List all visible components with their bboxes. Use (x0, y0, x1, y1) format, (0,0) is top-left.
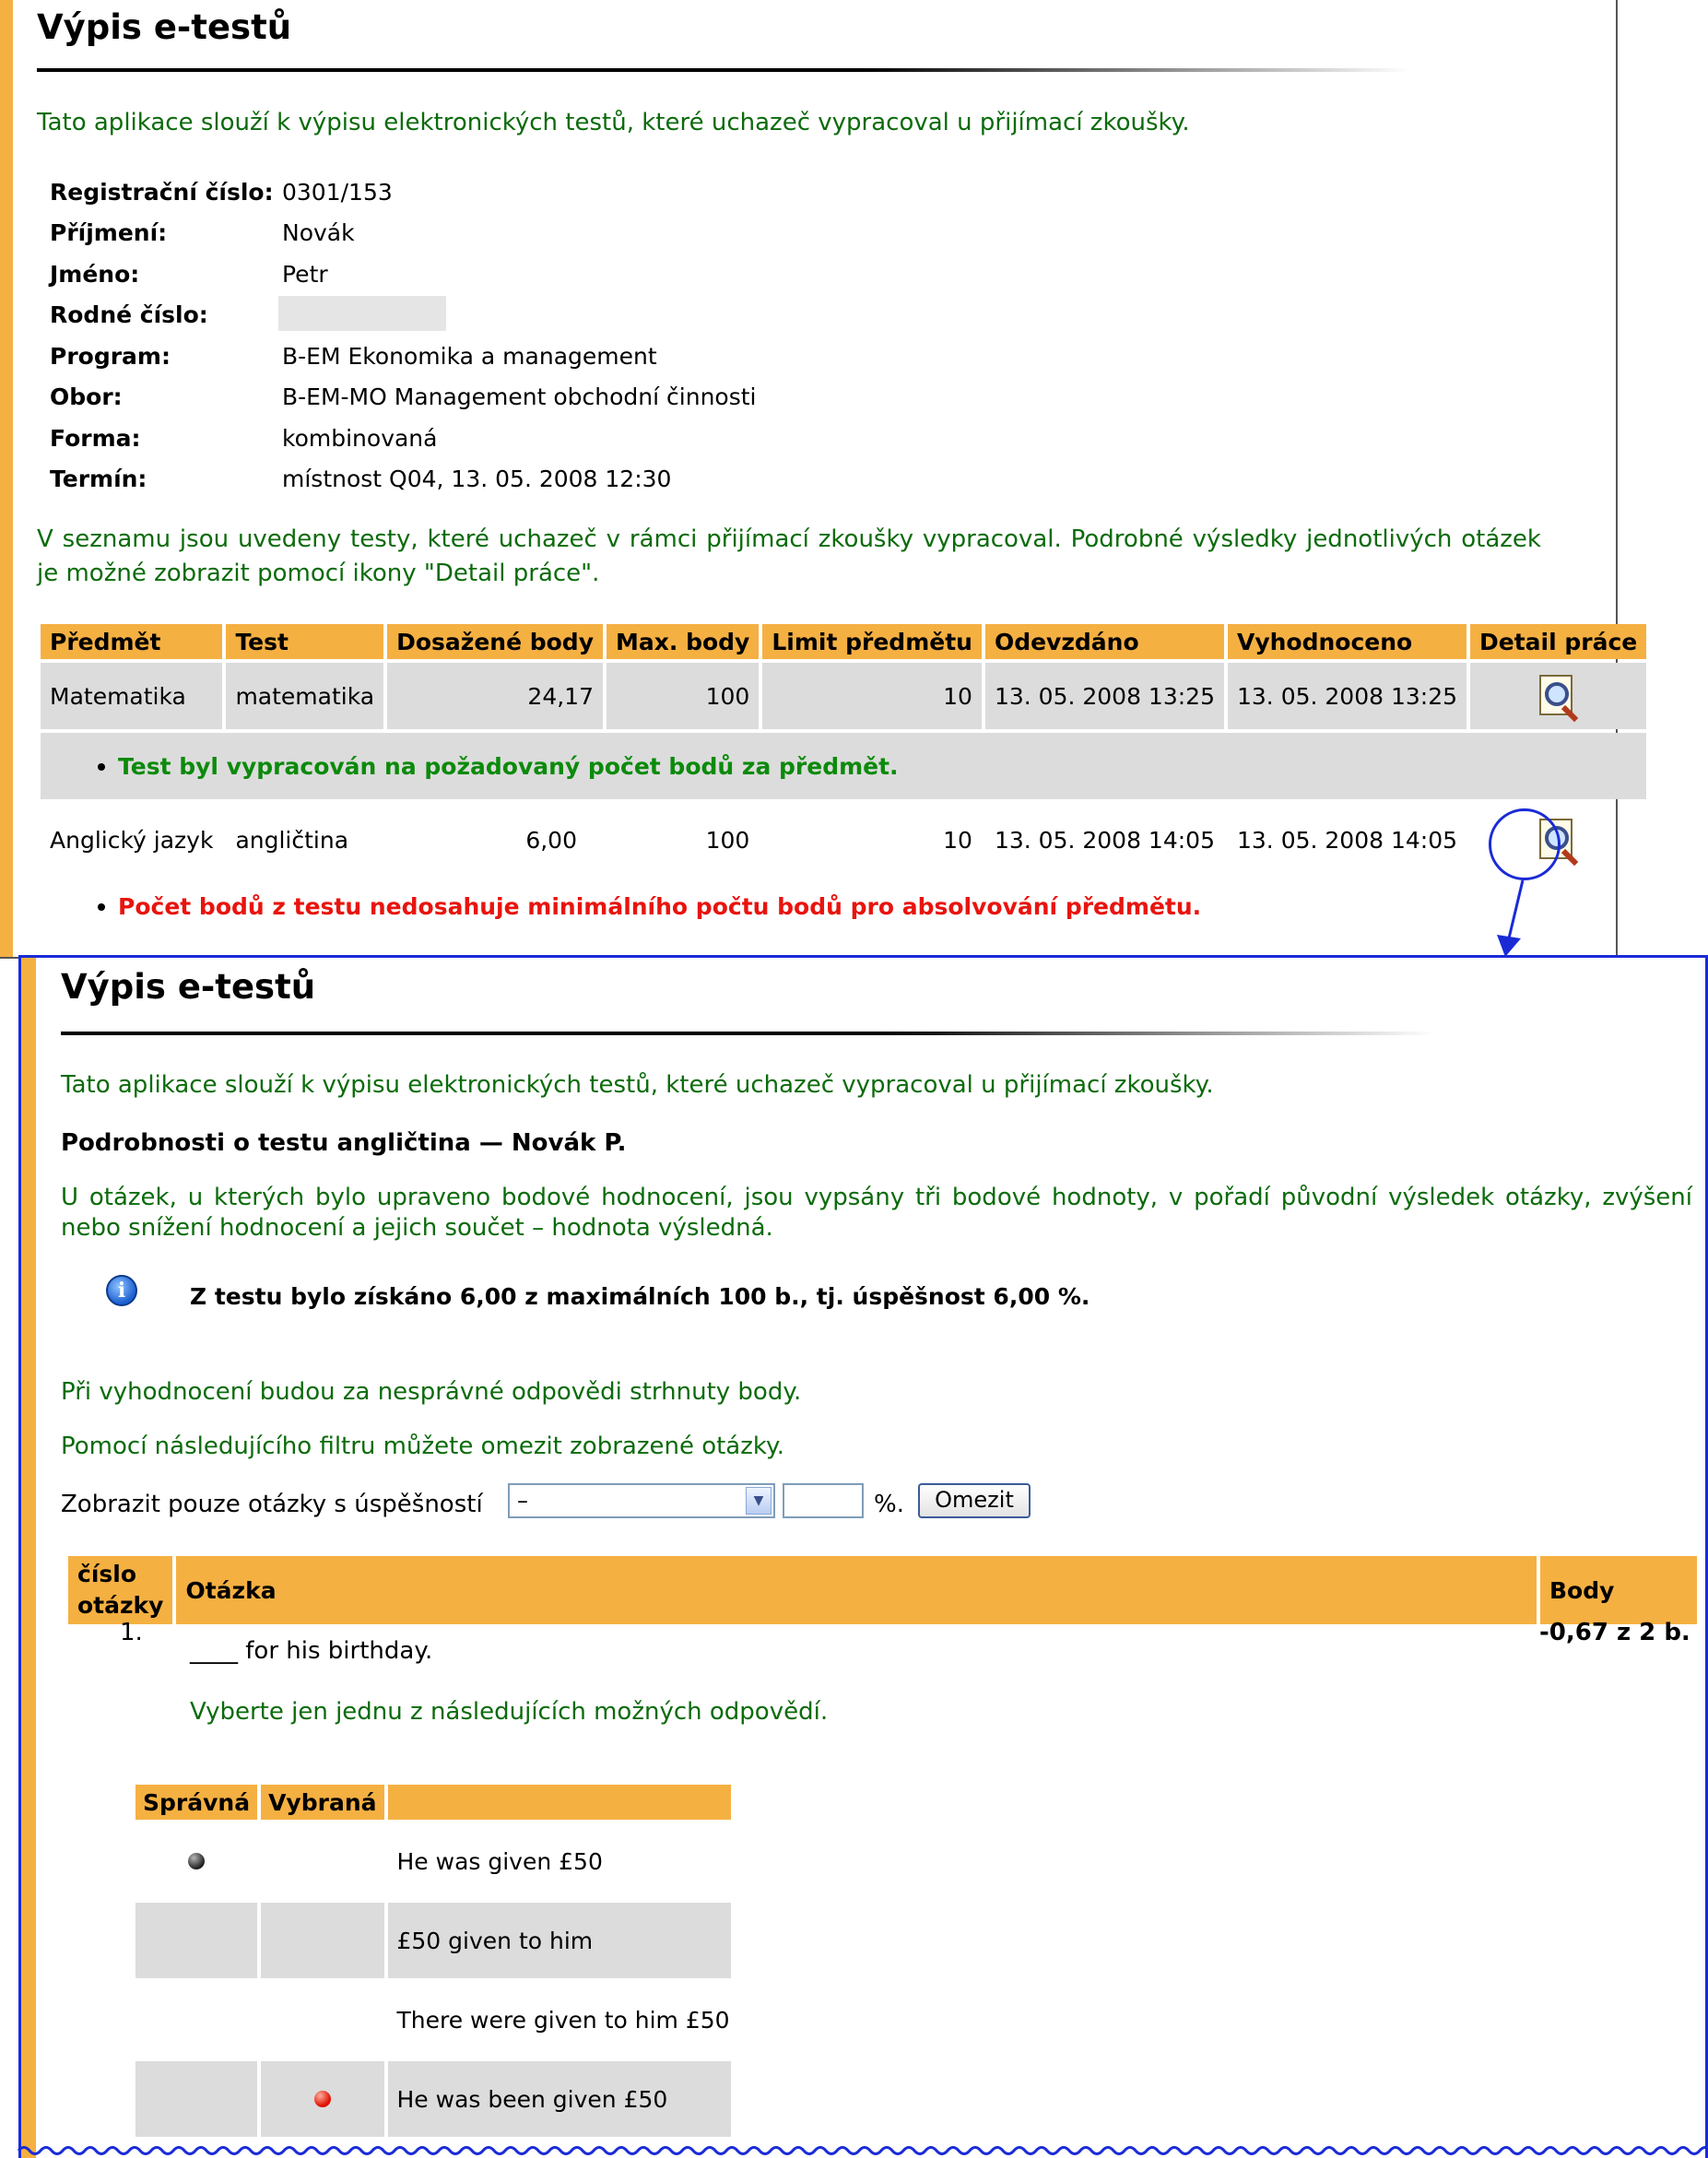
title-rule (61, 1032, 1434, 1035)
penalty-text: Při vyhodnocení budou za nesprávné odpovědi strhnuty body. (61, 1378, 802, 1406)
info-value: 0301/153 (282, 179, 393, 206)
points-cell: 24,17 (387, 663, 603, 729)
selected-cell (261, 1903, 383, 1978)
error-note: Počet bodů z testu nedosahuje minimálního počtu bodů pro absolvování předmětu. (118, 892, 1202, 920)
max-cell: 100 (705, 826, 750, 854)
correct-cell (135, 1903, 257, 1978)
column-header-points: Body (1540, 1556, 1697, 1624)
column-header: Správná (135, 1785, 257, 1820)
selected-cell (261, 2061, 383, 2137)
callout-arrow (0, 0, 1708, 977)
column-header (388, 1785, 731, 1820)
percent-suffix: %. (874, 1491, 904, 1518)
table-header (68, 1556, 1697, 1624)
accent-bar (21, 958, 36, 2158)
info-label: Rodné číslo: (50, 301, 208, 328)
select-value: – (517, 1488, 528, 1514)
subject-cell: Anglický jazyk (50, 826, 214, 854)
info-label: Termín: (50, 466, 147, 492)
info-label: Příjmení: (50, 219, 168, 246)
filter-button[interactable]: Omezit (918, 1483, 1031, 1518)
answer-row (135, 1903, 731, 1978)
column-header: Dosažené body (387, 624, 603, 659)
evaluated-cell: 13. 05. 2008 13:25 (1228, 663, 1467, 729)
column-header: Max. body (607, 624, 759, 659)
info-label: Registrační číslo: (50, 179, 274, 206)
percent-input[interactable] (783, 1483, 864, 1518)
intro-text: Tato aplikace slouží k výpisu elektronických testů, které uchazeč vypracoval u přijímací zkoušky. (61, 1071, 1214, 1099)
column-header: Detail práce (1470, 624, 1646, 659)
info-value: Novák (282, 219, 355, 246)
answer-text: He was been given £50 (388, 2061, 731, 2137)
column-header: Odevzdáno (985, 624, 1224, 659)
list-description: V seznamu jsou uvedeny testy, které uchazeč v rámci přijímací zkoušky vypracoval. Podrobné výsledky jednotlivých otázek je možné zobrazit pomocí ikony "Detail práce". (37, 525, 1541, 587)
detail-panel (18, 955, 1708, 2158)
correct-cell (135, 1982, 257, 2058)
question-instruction: Vyberte jen jednu z následujících možných odpovědí. (190, 1698, 829, 1726)
score-summary: Z testu bylo získáno 6,00 z maximálních 100 b., tj. úspěšnost 6,00 %. (190, 1283, 1090, 1310)
answers-table (132, 1781, 735, 2140)
answer-row (135, 1823, 731, 1899)
question-points: -0,67 z 2 b. (1539, 1619, 1690, 1646)
selected-cell (261, 1982, 383, 2058)
info-label: Forma: (50, 425, 141, 452)
correct-marker-icon (188, 1853, 205, 1869)
correct-cell (135, 2061, 257, 2137)
info-value: Petr (282, 261, 328, 288)
column-header: Test (226, 624, 383, 659)
info-label: Jméno: (50, 261, 140, 288)
limit-cell: 10 (943, 826, 972, 854)
chevron-down-icon[interactable]: ▼ (746, 1487, 772, 1515)
detail-heading: Podrobnosti o testu angličtina — Novák P. (61, 1129, 627, 1157)
question-text: ____ for his birthday. (190, 1637, 433, 1665)
info-label: Program: (50, 343, 171, 370)
column-header-number: číslo otázky (68, 1556, 172, 1624)
limit-cell: 10 (762, 663, 982, 729)
filter-label: Zobrazit pouze otázky s úspěšností (61, 1491, 483, 1518)
points-cell: 6,00 (525, 826, 577, 854)
question-number: 1. (120, 1619, 143, 1646)
page-title: Výpis e-testů (37, 7, 292, 47)
column-header-question: Otázka (176, 1556, 1537, 1624)
answer-text: He was given £50 (396, 1847, 603, 1875)
test-cell: matematika (226, 663, 383, 729)
questions-table (65, 1552, 1701, 1628)
correct-cell (135, 1823, 257, 1899)
page-title: Výpis e-testů (61, 967, 316, 1007)
success-note: Test byl vypracován na požadovaný počet bodů za předmět. (118, 752, 899, 780)
answer-row (135, 2061, 731, 2137)
scoring-note: U otázek, u kterých bylo upraveno bodové hodnocení, jsou vypsány tři bodové hodnoty, v pořadí původní výsledek otázky, zvýšení nebo snížení hodnocení a jejich součet – hodnota výsledná. (61, 1184, 1692, 1242)
max-cell: 100 (607, 663, 759, 729)
selected-marker-icon (314, 2091, 331, 2107)
info-value: kombinovaná (282, 425, 438, 452)
column-header: Limit předmětu (762, 624, 982, 659)
table-header (135, 1785, 731, 1820)
success-filter-select[interactable] (508, 1483, 775, 1518)
answer-text: There were given to him £50 (396, 2006, 730, 2034)
submitted-cell: 13. 05. 2008 13:25 (985, 663, 1224, 729)
column-header: Vyhodnoceno (1228, 624, 1467, 659)
info-label: Obor: (50, 383, 123, 410)
info-value: B-EM Ekonomika a management (282, 343, 657, 370)
answer-text: £50 given to him (388, 1903, 731, 1978)
intro-text: Tato aplikace slouží k výpisu elektronických testů, které uchazeč vypracoval u přijímací zkoušky. (37, 109, 1190, 136)
submitted-cell: 13. 05. 2008 14:05 (994, 826, 1215, 854)
test-cell: angličtina (235, 826, 349, 854)
column-header: Vybraná (261, 1785, 383, 1820)
subject-cell: Matematika (41, 663, 222, 729)
evaluated-cell: 13. 05. 2008 14:05 (1236, 826, 1458, 854)
column-header: Předmět (41, 624, 222, 659)
info-icon: i (106, 1275, 137, 1306)
info-value: místnost Q04, 13. 05. 2008 12:30 (282, 466, 672, 492)
info-value: B-EM-MO Management obchodní činnosti (282, 383, 757, 410)
selected-cell (261, 1823, 383, 1899)
answer-row (135, 1982, 731, 2058)
filter-hint: Pomocí následujícího filtru můžete omezit zobrazené otázky. (61, 1433, 784, 1460)
